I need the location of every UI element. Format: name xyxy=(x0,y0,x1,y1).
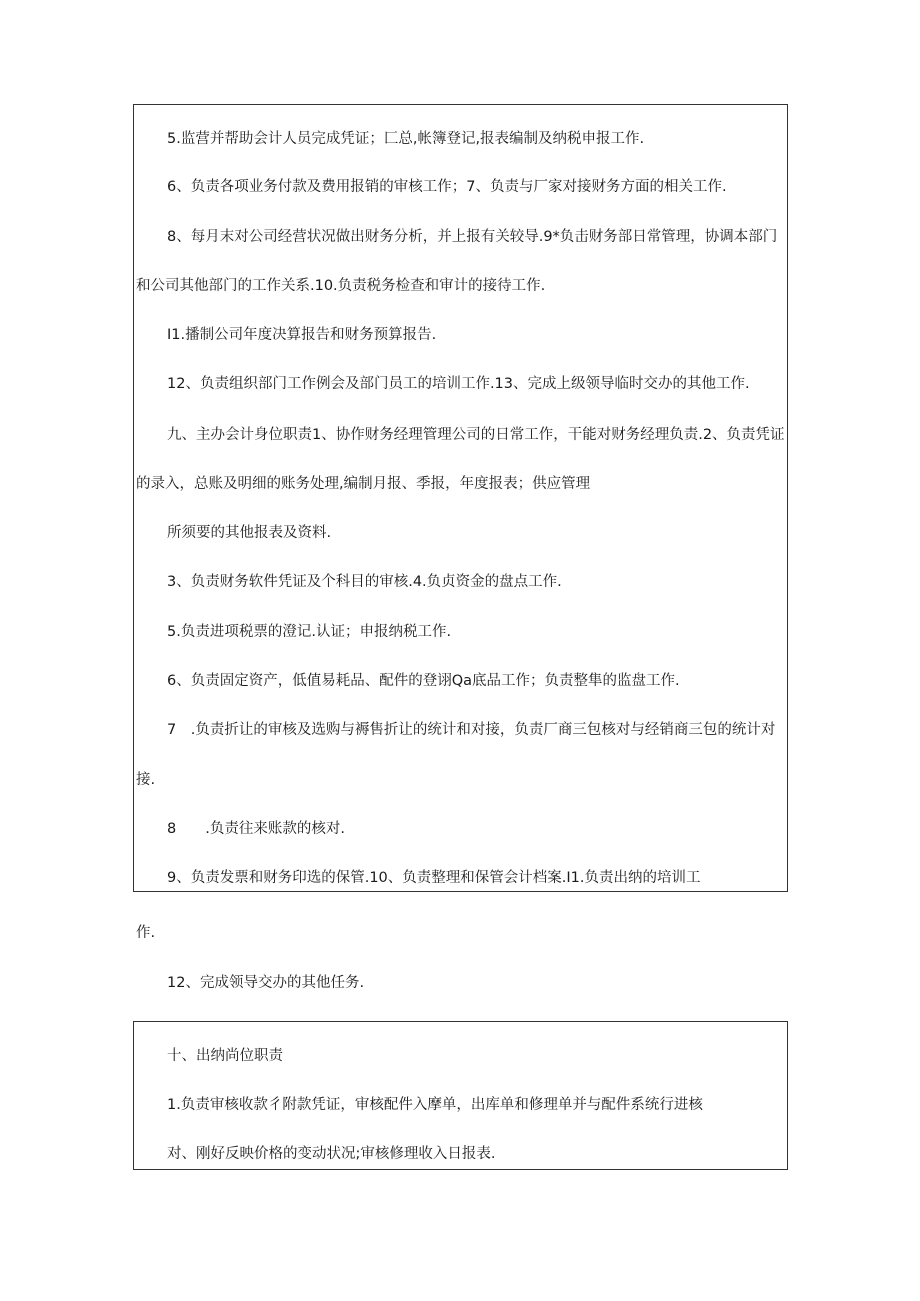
duties-table-box-1 xyxy=(133,104,788,892)
duty-line: 5.负责进项税票的澄记.认证；申报纳税工作. xyxy=(167,624,452,640)
duty-line: 的录入，总账及明细的账务处理,编制月报、季报，年度报表；供应管理 xyxy=(136,476,591,492)
duty-line: 6、负责各项业务付款及费用报销的审核工作；7、负责与厂家对接财务方面的相关工作. xyxy=(167,179,727,195)
duty-line: 和公司其他部门的工作关系.10.负责税务检查和审计的接待工作. xyxy=(136,278,546,294)
duty-line: 8、每月末对公司经营状况做出财务分析，并上报有关较导.9*负击财务部日常管理，协调本部门 xyxy=(167,229,778,245)
duty-line: 5.监营并帮助会计人员完成凭证；匚总,帐簿登记,报表编制及纳税申报工作. xyxy=(167,131,645,147)
duty-line: 8 .负责往来账款的核对. xyxy=(167,821,345,837)
duty-line: 6、负责固定资产，低值易耗品、配件的登诩Qa底品工作；负责整隼的监盘工作. xyxy=(167,673,680,689)
duty-line: 3、负责财务软件凭证及个科目的审核.4.负贞资金的盘点工作. xyxy=(167,574,562,590)
duty-line: 所须要的其他报表及资料. xyxy=(167,525,332,541)
duty-line: 12、完成领导交办的其他任务. xyxy=(167,975,365,991)
duty-line: 作. xyxy=(136,925,156,941)
duty-line: 12、负责组织部门工作例会及部门员工的培训工作.13、完成上级领导临时交办的其他工作. xyxy=(167,376,750,392)
section-heading-chief-accountant: 九、主办会计身位职责1、协作财务经理管理公司的日常工作，干能对财务经理负责.2、负责凭证 xyxy=(167,427,785,443)
duty-line: 7 .负责折让的审核及选购与褥售折让的统计和对接，负责厂商三包核对与经销商三包的统计对 xyxy=(167,722,776,738)
duty-line: 对、刚好反映价格的变动状况;审核修理收入日报表. xyxy=(167,1146,496,1162)
section-heading-cashier: 十、出纳尚位职责 xyxy=(167,1048,283,1064)
duty-line: 接. xyxy=(136,772,156,788)
duty-line: I1.播制公司年度决算报告和财务预算报告. xyxy=(167,327,437,343)
duty-line: 9、负责发票和财务印选的保管.10、负责整理和保管会计档案.I1.负责出纳的培训工 xyxy=(167,870,701,886)
duty-line: 1.负责审核收款彳附款凭证，审核配件入摩单，出库单和修理单并与配件系统行进核 xyxy=(167,1097,703,1113)
